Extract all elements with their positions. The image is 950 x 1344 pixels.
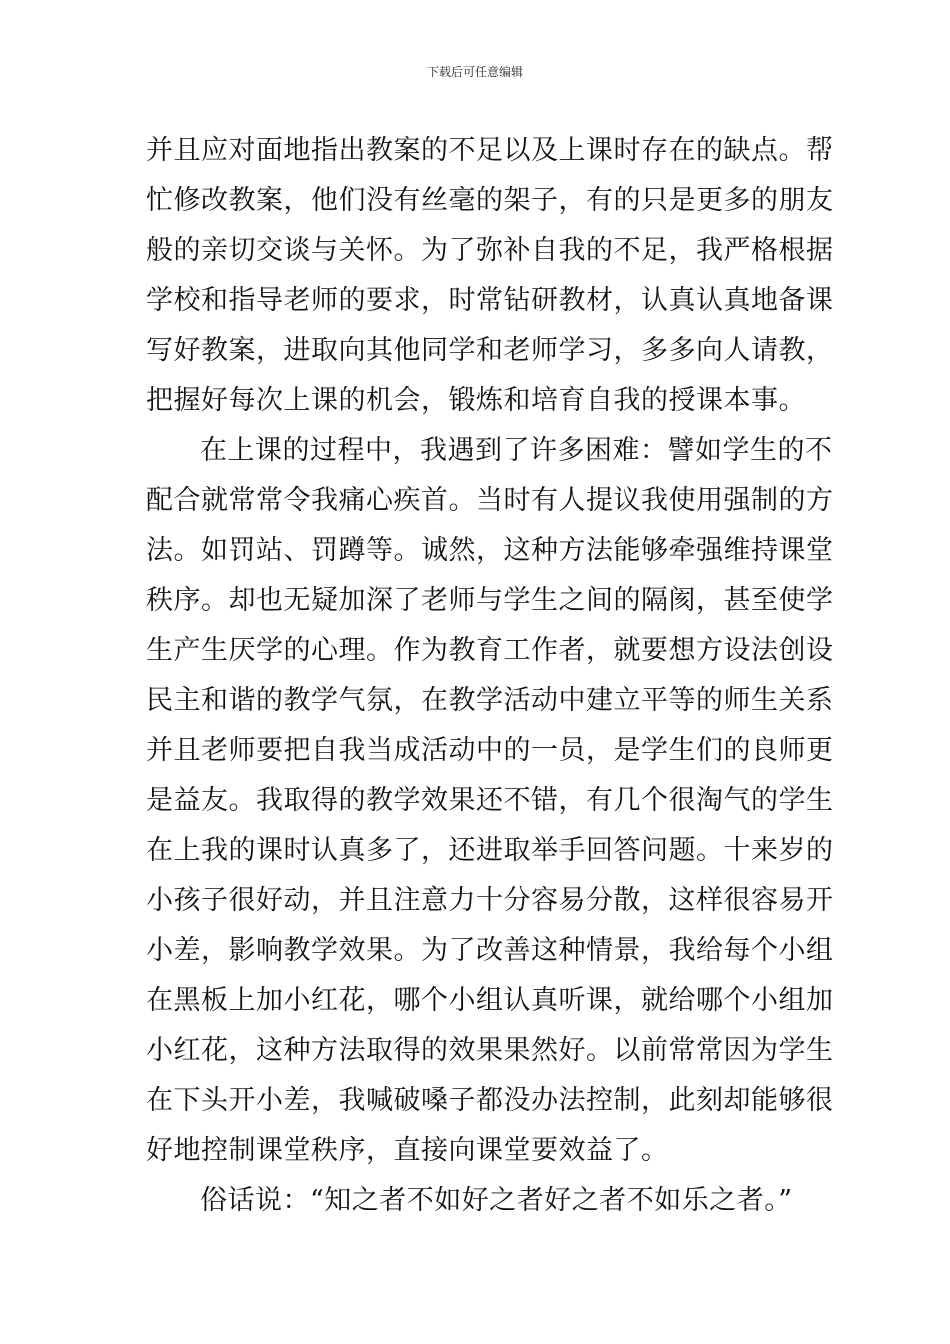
- text-line: 生产生厌学的心理。作为教育工作者，就要想方设法创设: [146, 635, 834, 666]
- text-line: 在上我的课时认真多了，还进取举手回答问题。十来岁的: [146, 835, 834, 866]
- text-line: 民主和谐的教学气氛，在教学活动中建立平等的师生关系: [146, 685, 834, 716]
- text-line: 并且老师要把自我当成活动中的一员，是学生们的良师更: [146, 735, 834, 766]
- text-line: 把握好每次上课的机会，锻炼和培育自我的授课本事。: [146, 385, 806, 416]
- text-line: 好地控制课堂秩序，直接向课堂要效益了。: [146, 1135, 669, 1166]
- text-line: 忙修改教案，他们没有丝毫的架子，有的只是更多的朋友: [146, 185, 834, 216]
- text-line: 写好教案，进取向其他同学和老师学习，多多向人请教，: [146, 335, 834, 366]
- text-line: 在下头开小差，我喊破嗓子都没办法控制，此刻却能够很: [146, 1085, 834, 1116]
- paragraph-start-line: 在上课的过程中，我遇到了许多困难：譬如学生的不: [200, 435, 833, 466]
- paragraph-start-line: 俗话说：“知之者不如好之者好之者不如乐之者。”: [200, 1185, 793, 1216]
- body-text: [146, 126, 834, 1226]
- text-line: 秩序。却也无疑加深了老师与学生之间的隔阂，甚至使学: [146, 585, 834, 616]
- text-line: 小红花，这种方法取得的效果果然好。以前常常因为学生: [146, 1035, 834, 1066]
- text-line: 是益友。我取得的教学效果还不错，有几个很淘气的学生: [146, 785, 834, 816]
- text-line: 小孩子很好动，并且注意力十分容易分散，这样很容易开: [146, 885, 834, 916]
- text-line: 般的亲切交谈与关怀。为了弥补自我的不足，我严格根据: [146, 235, 834, 266]
- page-header: 下载后可任意编辑: [426, 65, 523, 79]
- text-line: 配合就常常令我痛心疾首。当时有人提议我使用强制的方: [146, 485, 834, 516]
- text-line: 在黑板上加小红花，哪个小组认真听课，就给哪个小组加: [146, 985, 834, 1016]
- text-line: 并且应对面地指出教案的不足以及上课时存在的缺点。帮: [146, 135, 834, 166]
- text-line: 学校和指导老师的要求，时常钻研教材，认真认真地备课: [146, 285, 834, 316]
- text-line: 小差，影响教学效果。为了改善这种情景，我给每个小组: [146, 935, 834, 966]
- text-line: 法。如罚站、罚蹲等。诚然，这种方法能够牵强维持课堂: [146, 535, 834, 566]
